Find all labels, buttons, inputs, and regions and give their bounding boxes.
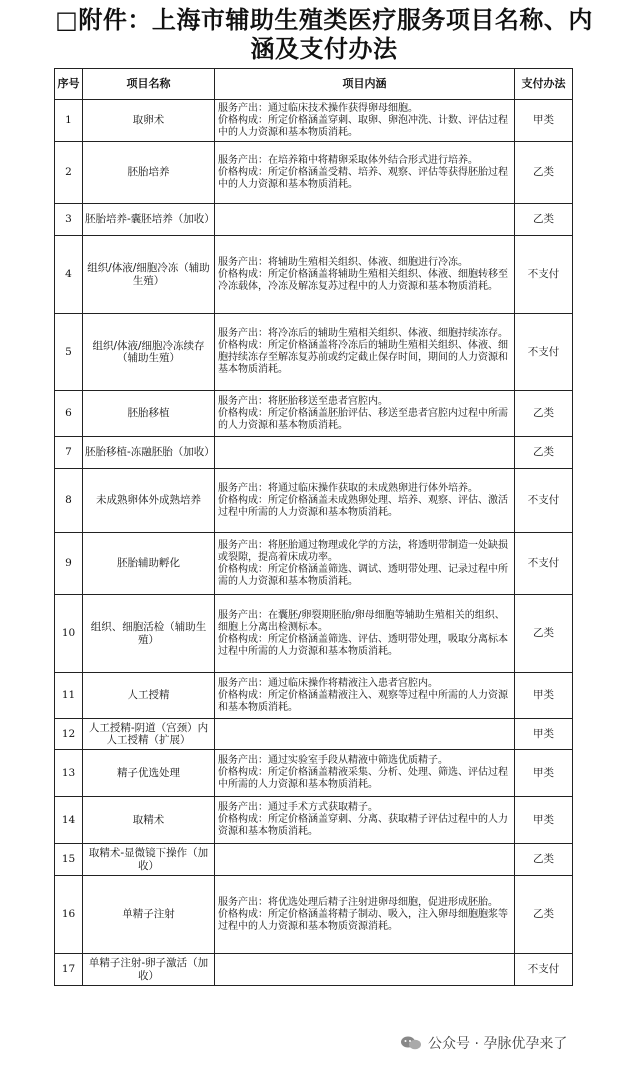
row-name: 组织、细胞活检（辅助生殖） <box>83 595 215 673</box>
row-pay: 乙类 <box>515 844 573 876</box>
row-pay: 甲类 <box>515 797 573 844</box>
row-num: 4 <box>55 236 83 314</box>
row-name: 组织/体液/细胞冷冻（辅助生殖） <box>83 236 215 314</box>
watermark-text: 公众号 · 孕脉优孕来了 <box>428 1036 568 1052</box>
row-num: 6 <box>55 391 83 437</box>
row-name: 未成熟卵体外成熟培养 <box>83 469 215 533</box>
table-row <box>55 142 573 204</box>
row-pay: 甲类 <box>515 750 573 797</box>
header-name: 项目名称 <box>83 69 215 100</box>
row-name: 单精子注射 <box>83 876 215 954</box>
row-num: 15 <box>55 844 83 876</box>
row-num: 14 <box>55 797 83 844</box>
table-row <box>55 533 573 595</box>
row-pay: 不支付 <box>515 469 573 533</box>
row-content: 服务产出：在培养箱中将精卵采取体外结合形式进行培养。 价格构成：所定价格涵盖受精、培养、观察、评估等获得胚胎过程中的人力资源和基本物质消耗。 <box>215 142 515 204</box>
row-name: 取卵术 <box>83 100 215 142</box>
wechat-icon <box>400 1036 422 1050</box>
row-num: 5 <box>55 314 83 391</box>
row-content: 服务产出：通过临床操作将精液注入患者宫腔内。 价格构成：所定价格涵盖精液注入、观察等过程中所需的人力资源和基本物质消耗。 <box>215 673 515 719</box>
row-num: 17 <box>55 954 83 986</box>
row-content <box>215 844 515 876</box>
row-num: 16 <box>55 876 83 954</box>
table-row <box>55 437 573 469</box>
row-content <box>215 954 515 986</box>
row-name: 单精子注射-卵子激活（加收） <box>83 954 215 986</box>
table-row <box>55 204 573 236</box>
row-pay: 甲类 <box>515 719 573 750</box>
row-name: 取精术-显微镜下操作（加收） <box>83 844 215 876</box>
row-name: 胚胎移植 <box>83 391 215 437</box>
row-name: 胚胎辅助孵化 <box>83 533 215 595</box>
row-num: 10 <box>55 595 83 673</box>
row-num: 9 <box>55 533 83 595</box>
table-row <box>55 391 573 437</box>
table-row <box>55 100 573 142</box>
row-num: 11 <box>55 673 83 719</box>
row-name: 人工授精-阴道（宫颈）内人工授精（扩展） <box>83 719 215 750</box>
row-name: 精子优选处理 <box>83 750 215 797</box>
page-title: □附件：上海市辅助生殖类医疗服务项目名称、内涵及支付办法 <box>55 6 593 63</box>
row-content: 服务产出：将优选处理后精子注射进卵母细胞，促进形成胚胎。 价格构成：所定价格涵盖将精子制动、吸入，注入卵母细胞胞浆等过程中的人力资源和基本物质资源消耗。 <box>215 876 515 954</box>
table-row <box>55 719 573 750</box>
header-num: 序号 <box>55 69 83 100</box>
row-pay: 乙类 <box>515 204 573 236</box>
row-num: 2 <box>55 142 83 204</box>
row-pay: 乙类 <box>515 391 573 437</box>
row-pay: 甲类 <box>515 673 573 719</box>
row-pay: 乙类 <box>515 595 573 673</box>
table-row <box>55 876 573 954</box>
row-pay: 不支付 <box>515 954 573 986</box>
row-num: 12 <box>55 719 83 750</box>
row-content: 服务产出：将通过临床操作获取的未成熟卵进行体外培养。 价格构成：所定价格涵盖未成熟卵处理、培养、观察、评估、激活过程中所需的人力资源和基本物质消耗。 <box>215 469 515 533</box>
row-pay: 乙类 <box>515 437 573 469</box>
row-name: 胚胎培养-囊胚培养（加收） <box>83 204 215 236</box>
row-num: 13 <box>55 750 83 797</box>
row-pay: 不支付 <box>515 533 573 595</box>
row-content: 服务产出：将辅助生殖相关组织、体液、细胞进行冷冻。 价格构成：所定价格涵盖将辅助生殖相关组织、体液、细胞转移至冷冻载体，冷冻及解冻复苏过程中的人力资源和基本物质消耗。 <box>215 236 515 314</box>
table-row <box>55 673 573 719</box>
row-pay: 乙类 <box>515 876 573 954</box>
row-content: 服务产出：在囊胚/卵裂期胚胎/卵母细胞等辅助生殖相关的组织、细胞上分离出检测标本。 价格构成：所定价格涵盖筛选、评估、透明带处理，吸取分离标本过程中所需的人力资源和基本物质消耗。 <box>215 595 515 673</box>
row-content: 服务产出：将胚胎移送至患者宫腔内。 价格构成：所定价格涵盖胚胎评估、移送至患者宫腔内过程中所需的人力资源和基本物质消耗。 <box>215 391 515 437</box>
table-header-row <box>55 69 573 100</box>
table-row <box>55 595 573 673</box>
header-pay: 支付办法 <box>515 69 573 100</box>
table-row <box>55 797 573 844</box>
table-row <box>55 844 573 876</box>
row-pay: 不支付 <box>515 314 573 391</box>
watermark <box>400 1033 567 1053</box>
row-name: 人工授精 <box>83 673 215 719</box>
row-content <box>215 204 515 236</box>
table-row <box>55 954 573 986</box>
row-content: 服务产出：通过手术方式获取精子。 价格构成：所定价格涵盖穿刺、分离、获取精子评估过程中的人力资源和基本物质消耗。 <box>215 797 515 844</box>
row-name: 胚胎培养 <box>83 142 215 204</box>
table-row <box>55 314 573 391</box>
row-num: 8 <box>55 469 83 533</box>
header-content: 项目内涵 <box>215 69 515 100</box>
row-content <box>215 437 515 469</box>
row-pay: 甲类 <box>515 100 573 142</box>
table-row <box>55 236 573 314</box>
row-num: 1 <box>55 100 83 142</box>
table-row <box>55 750 573 797</box>
row-content: 服务产出：通过实验室手段从精液中筛选优质精子。 价格构成：所定价格涵盖精液采集、分析、处理、筛选、评估过程中所需的人力资源和基本物质消耗。 <box>215 750 515 797</box>
row-name: 取精术 <box>83 797 215 844</box>
row-content: 服务产出：将冷冻后的辅助生殖相关组织、体液、细胞持续冻存。 价格构成：所定价格涵盖将冷冻后的辅助生殖相关组织、体液、细胞持续冻存至解冻复苏前或约定截止保存时间，期间的人力资源和基本物质消耗。 <box>215 314 515 391</box>
row-name: 组织/体液/细胞冷冻续存（辅助生殖） <box>83 314 215 391</box>
table-row <box>55 469 573 533</box>
row-content: 服务产出：通过临床技术操作获得卵母细胞。 价格构成：所定价格涵盖穿刺、取卵、卵泡冲洗、计数、评估过程中的人力资源和基本物质消耗。 <box>215 100 515 142</box>
service-table <box>54 68 573 986</box>
row-pay: 乙类 <box>515 142 573 204</box>
row-content <box>215 719 515 750</box>
row-content: 服务产出：将胚胎通过物理或化学的方法，将透明带制造一处缺损或裂隙，提高着床成功率。 价格构成：所定价格涵盖筛选、调试、透明带处理、记录过程中所需的人力资源和基本物质消耗。 <box>215 533 515 595</box>
row-pay: 不支付 <box>515 236 573 314</box>
row-name: 胚胎移植-冻融胚胎（加收） <box>83 437 215 469</box>
row-num: 7 <box>55 437 83 469</box>
row-num: 3 <box>55 204 83 236</box>
